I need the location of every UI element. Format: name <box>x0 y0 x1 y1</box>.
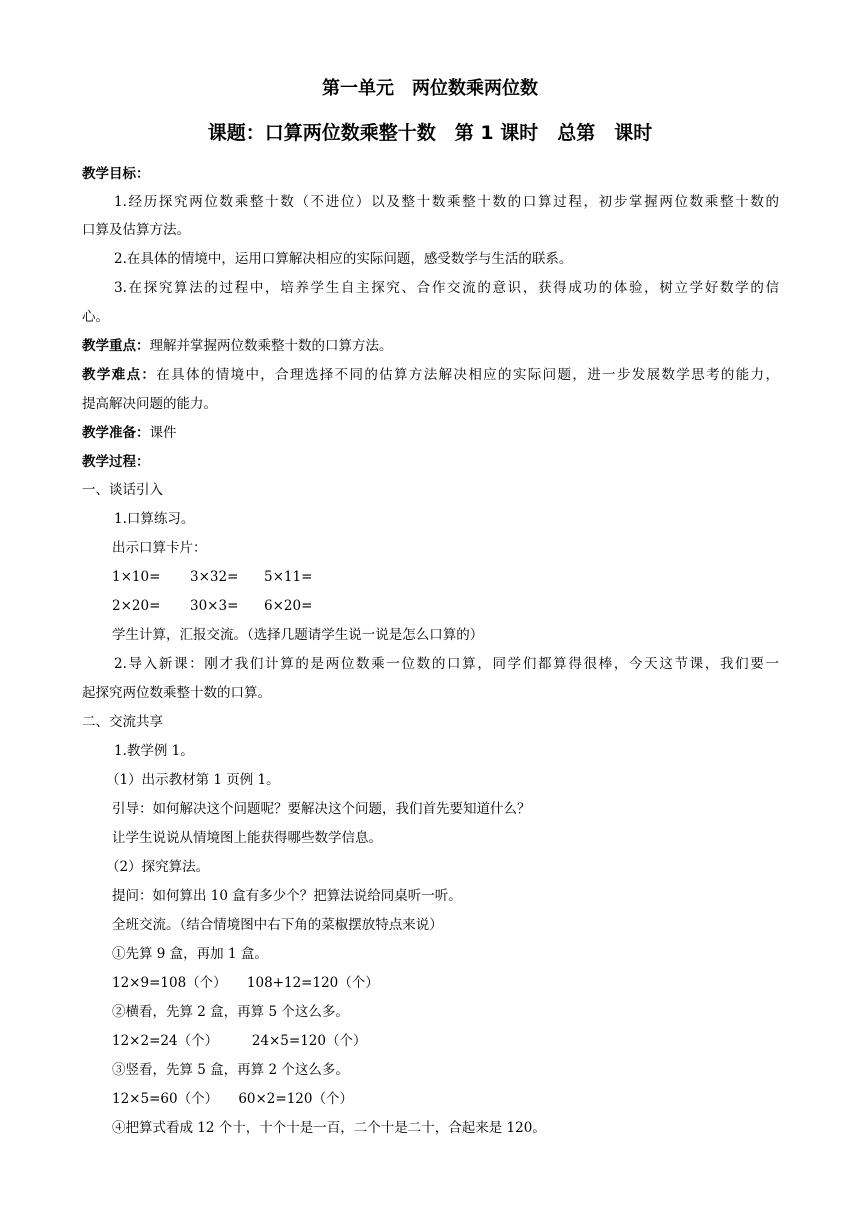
oral-card-3: 5×11= <box>264 569 313 585</box>
prep-text: 课件 <box>149 425 177 441</box>
section-2-share: 全班交流。（结合情境图中右下角的菜椒摆放特点来说） <box>112 917 443 933</box>
section-1-calc: 学生计算，汇报交流。（选择几题请学生说一说是怎么口算的） <box>112 627 484 643</box>
section-1-title: 一、谈话引入 <box>82 482 163 498</box>
difficulty <box>82 365 779 385</box>
section-2-item-1: 1.教学例 1。 <box>114 743 194 759</box>
section-1-cards: 出示口算卡片： <box>112 540 207 556</box>
goal-1-line-1: 1.经历探究两位数乘整十数（不进位）以及整十数乘整十数的口算过程，初步掌握两位数乘整十数的 <box>114 194 779 210</box>
goal-2: 2.在具体的情境中，运用口算解决相应的实际问题，感受数学与生活的联系。 <box>114 251 573 267</box>
oral-card-5: 30×3= <box>190 598 239 614</box>
prep-label: 教学准备： <box>82 425 150 441</box>
method-2-equation: 12×2=24（个） 24×5=120（个） <box>112 1033 367 1049</box>
process-label: 教学过程： <box>82 454 150 470</box>
method-3: ③竖看，先算 5 盒，再算 2 个这么多。 <box>112 1062 349 1078</box>
oral-card-1: 1×10= <box>112 569 161 585</box>
preparation <box>82 423 177 443</box>
method-2: ②横看，先算 2 盒，再算 5 个这么多。 <box>112 1004 349 1020</box>
method-1: ①先算 9 盒，再加 1 盒。 <box>112 946 268 962</box>
key-label: 教学重点： <box>82 338 150 354</box>
goal-1-line-2: 口算及估算方法。 <box>82 222 190 238</box>
goals-label: 教学目标： <box>82 166 150 182</box>
section-2-sub-2: （2）探究算法。 <box>106 859 210 875</box>
method-3-equation: 12×5=60（个） 60×2=120（个） <box>112 1091 353 1107</box>
section-2-ask: 提问：如何算出 10 盒有多少个？把算法说给同桌听一听。 <box>112 888 462 904</box>
section-2-title: 二、交流共享 <box>82 714 163 730</box>
oral-card-6: 6×20= <box>264 598 313 614</box>
section-2-guide: 引导：如何解决这个问题呢？要解决这个问题，我们首先要知道什么？ <box>112 801 531 817</box>
section-2-info: 让学生说说从情境图上能获得哪些数学信息。 <box>112 830 382 846</box>
oral-card-4: 2×20= <box>112 598 161 614</box>
oral-card-2: 3×32= <box>190 569 239 585</box>
section-1-item-1: 1.口算练习。 <box>114 511 195 527</box>
difficulty-label: 教学难点： <box>82 367 157 383</box>
section-1-item-2-line-1: 2.导入新课：刚才我们计算的是两位数乘一位数的口算，同学们都算得很棒，今天这节课，我们要一 <box>114 656 779 672</box>
goal-3-line-1: 3.在探究算法的过程中，培养学生自主探究、合作交流的意识，获得成功的体验，树立学好数学的信 <box>114 280 779 296</box>
difficulty-text-line-2: 提高解决问题的能力。 <box>82 396 217 412</box>
method-1-equation: 12×9=108（个） 108+12=120（个） <box>112 975 379 991</box>
goal-3-line-2: 心。 <box>82 309 109 325</box>
difficulty-text-line-1: 在具体的情境中，合理选择不同的估算方法解决相应的实际问题，进一步发展数学思考的能力， <box>156 367 780 383</box>
key-text: 理解并掌握两位数乘整十数的口算方法。 <box>149 338 393 354</box>
section-1-item-2-line-2: 起探究两位数乘整十数的口算。 <box>82 685 271 701</box>
lesson-title: 课题：口算两位数乘整十数 第 1 课时 总第 课时 <box>207 122 653 144</box>
unit-title: 第一单元 两位数乘两位数 <box>322 78 538 99</box>
method-4: ④把算式看成 12 个十，十个十是一百，二个十是二十，合起来是 120。 <box>112 1120 546 1136</box>
key-point <box>82 336 393 356</box>
section-2-sub-1: （1）出示教材第 1 页例 1。 <box>106 772 280 788</box>
